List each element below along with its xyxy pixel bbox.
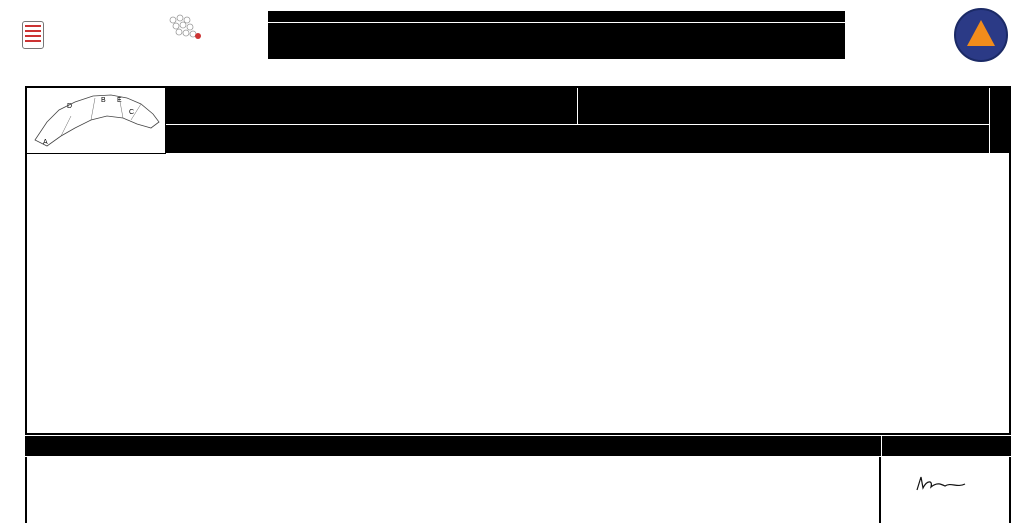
arpal-logo: [22, 18, 50, 52]
today-header: [166, 88, 577, 124]
info-title: [25, 436, 881, 456]
signature-scribble-icon: [911, 474, 981, 494]
info-text: [25, 457, 881, 523]
liguria-map-icon: [27, 88, 166, 154]
map-label-b: B: [101, 97, 106, 104]
protezione-civile-logo-icon: [954, 8, 1008, 62]
liguria-shield-icon: [22, 21, 44, 49]
certification-logo-icon: [165, 12, 207, 44]
main-title-box: [268, 23, 845, 59]
map-label-a: A: [43, 139, 48, 146]
firma-title: [882, 436, 1011, 456]
tendenza-header: [990, 88, 1009, 153]
signature-box: [882, 457, 1011, 523]
map-label-e: E: [117, 97, 122, 104]
hour-row: [166, 125, 989, 153]
tomorrow-header: [578, 88, 989, 124]
centre-title: [268, 11, 845, 22]
map-label-c: C: [129, 109, 135, 116]
map-label-d: D: [67, 103, 73, 110]
